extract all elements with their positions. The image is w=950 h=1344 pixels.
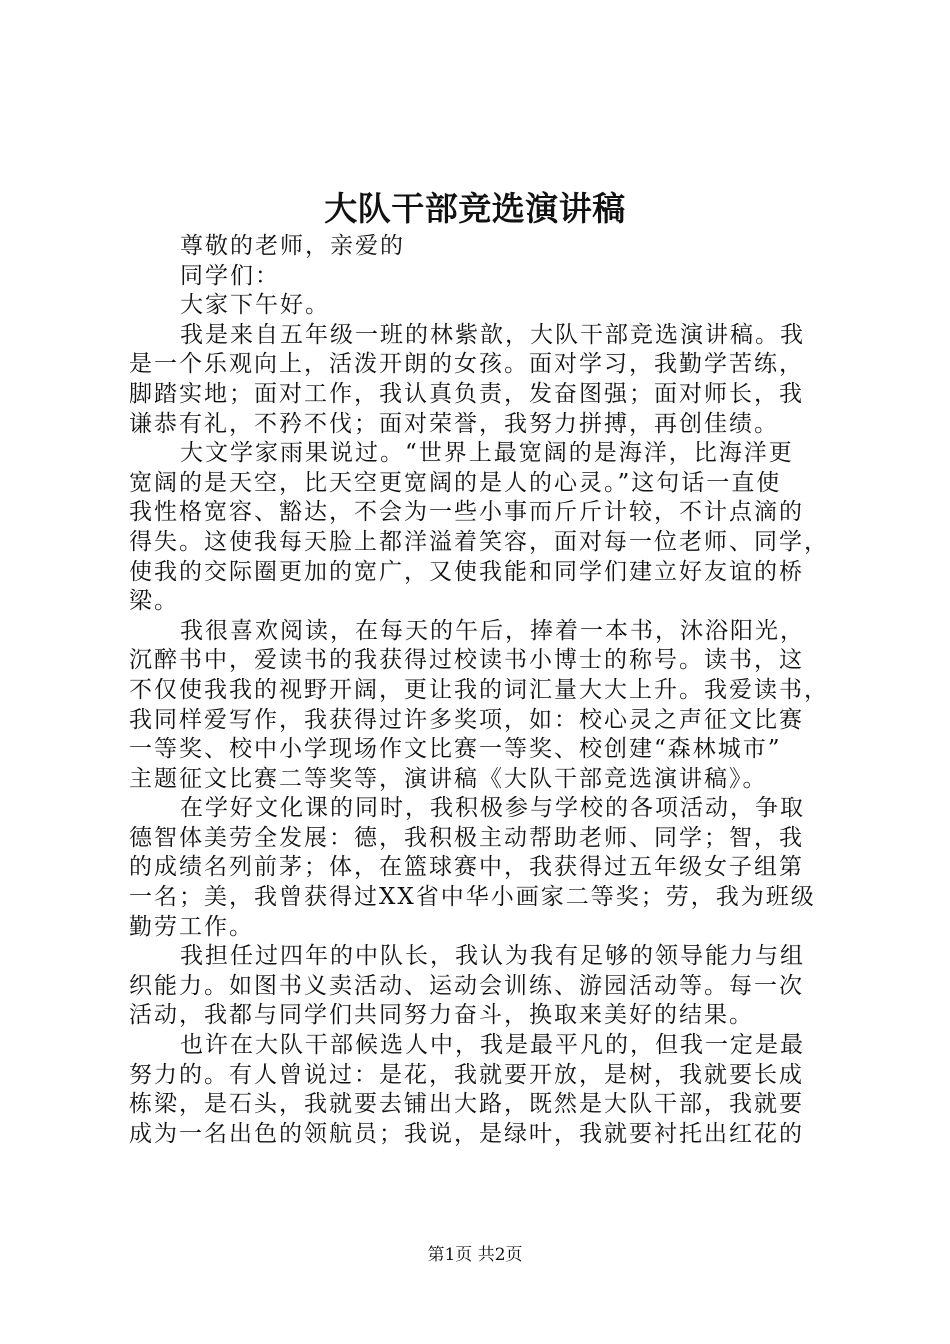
text-line: 是一个乐观向上，活泼开朗的女孩。面对学习，我勤学苦练， — [129, 351, 804, 378]
text-line: 德智体美劳全发展：德，我积极主动帮助老师、同学；智，我 — [129, 824, 804, 851]
text-line: 在学好文化课的同时，我积极参与学校的各项活动，争取 — [180, 795, 805, 822]
text-line: 织能力。如图书义卖活动、运动会训练、游园活动等。每一次 — [129, 972, 804, 999]
document-body — [129, 232, 831, 1149]
text-line: 一名；美，我曾获得过XX省中华小画家二等奖；劳，我为班级 — [129, 884, 816, 911]
text-line: 主题征文比赛二等奖等，演讲稿《大队干部竞选演讲稿》。 — [129, 765, 768, 792]
text-line: 我担任过四年的中队长，我认为我有足够的领导能力与组 — [180, 943, 805, 970]
text-line: 大家下午好。 — [180, 292, 330, 319]
text-line: 努力的。有人曾说过：是花，我就要开放，是树，我就要长成 — [129, 1061, 804, 1088]
text-line: 我是来自五年级一班的林紫歆，大队干部竞选演讲稿。我 — [180, 321, 805, 348]
text-line: 同学们： — [180, 262, 280, 289]
text-line: 我同样爱写作，我获得过许多奖项，如：校心灵之声征文比赛 — [129, 706, 804, 733]
text-line: 使我的交际圈更加的宽广，又使我能和同学们建立好友谊的桥 — [129, 558, 804, 585]
text-line: 得失。这使我每天脸上都洋溢着笑容，面对每一位老师、同学， — [129, 528, 829, 555]
text-line: 我很喜欢阅读，在每天的午后，捧着一本书，沐浴阳光， — [180, 617, 805, 644]
text-line: 尊敬的老师，亲爱的 — [180, 233, 405, 259]
text-line: 勤劳工作。 — [129, 913, 254, 940]
text-line: 的成绩名列前茅；体，在篮球赛中，我获得过五年级女子组第 — [129, 854, 804, 881]
text-line: 沉醉书中，爱读书的我获得过校读书小博士的称号。读书，这 — [129, 647, 804, 674]
text-line: 一等奖、校中小学现场作文比赛一等奖、校创建“森林城市” — [129, 736, 782, 763]
text-line: 大文学家雨果说过。“世界上最宽阔的是海洋，比海洋更 — [180, 440, 794, 467]
text-line: 梁。 — [129, 588, 179, 615]
text-line: 我性格宽容、豁达，不会为一些小事而斤斤计较，不计点滴的 — [129, 499, 804, 526]
text-line: 成为一名出色的领航员；我说，是绿叶，我就要衬托出红花的 — [129, 1120, 804, 1147]
text-line: 活动，我都与同学们共同努力奋斗，换取来美好的结果。 — [129, 1002, 754, 1029]
text-line: 栋梁，是石头，我就要去铺出大路，既然是大队干部，我就要 — [129, 1091, 804, 1118]
text-line: 不仅使我我的视野开阔，更让我的词汇量大大上升。我爱读书， — [129, 676, 829, 703]
page-footer: 第1页 共2页 — [427, 1245, 523, 1265]
text-line: 脚踏实地；面对工作，我认真负责，发奋图强；面对师长，我 — [129, 380, 804, 407]
text-line: 谦恭有礼，不矜不伐；面对荣誉，我努力拼搏，再创佳绩。 — [129, 410, 779, 437]
text-line: 宽阔的是天空，比天空更宽阔的是人的心灵。”这句话一直使 — [129, 469, 782, 496]
text-line: 也许在大队干部候选人中，我是最平凡的，但我一定是最 — [180, 1032, 805, 1059]
document-title: 大队干部竞选演讲稿 — [324, 189, 626, 228]
